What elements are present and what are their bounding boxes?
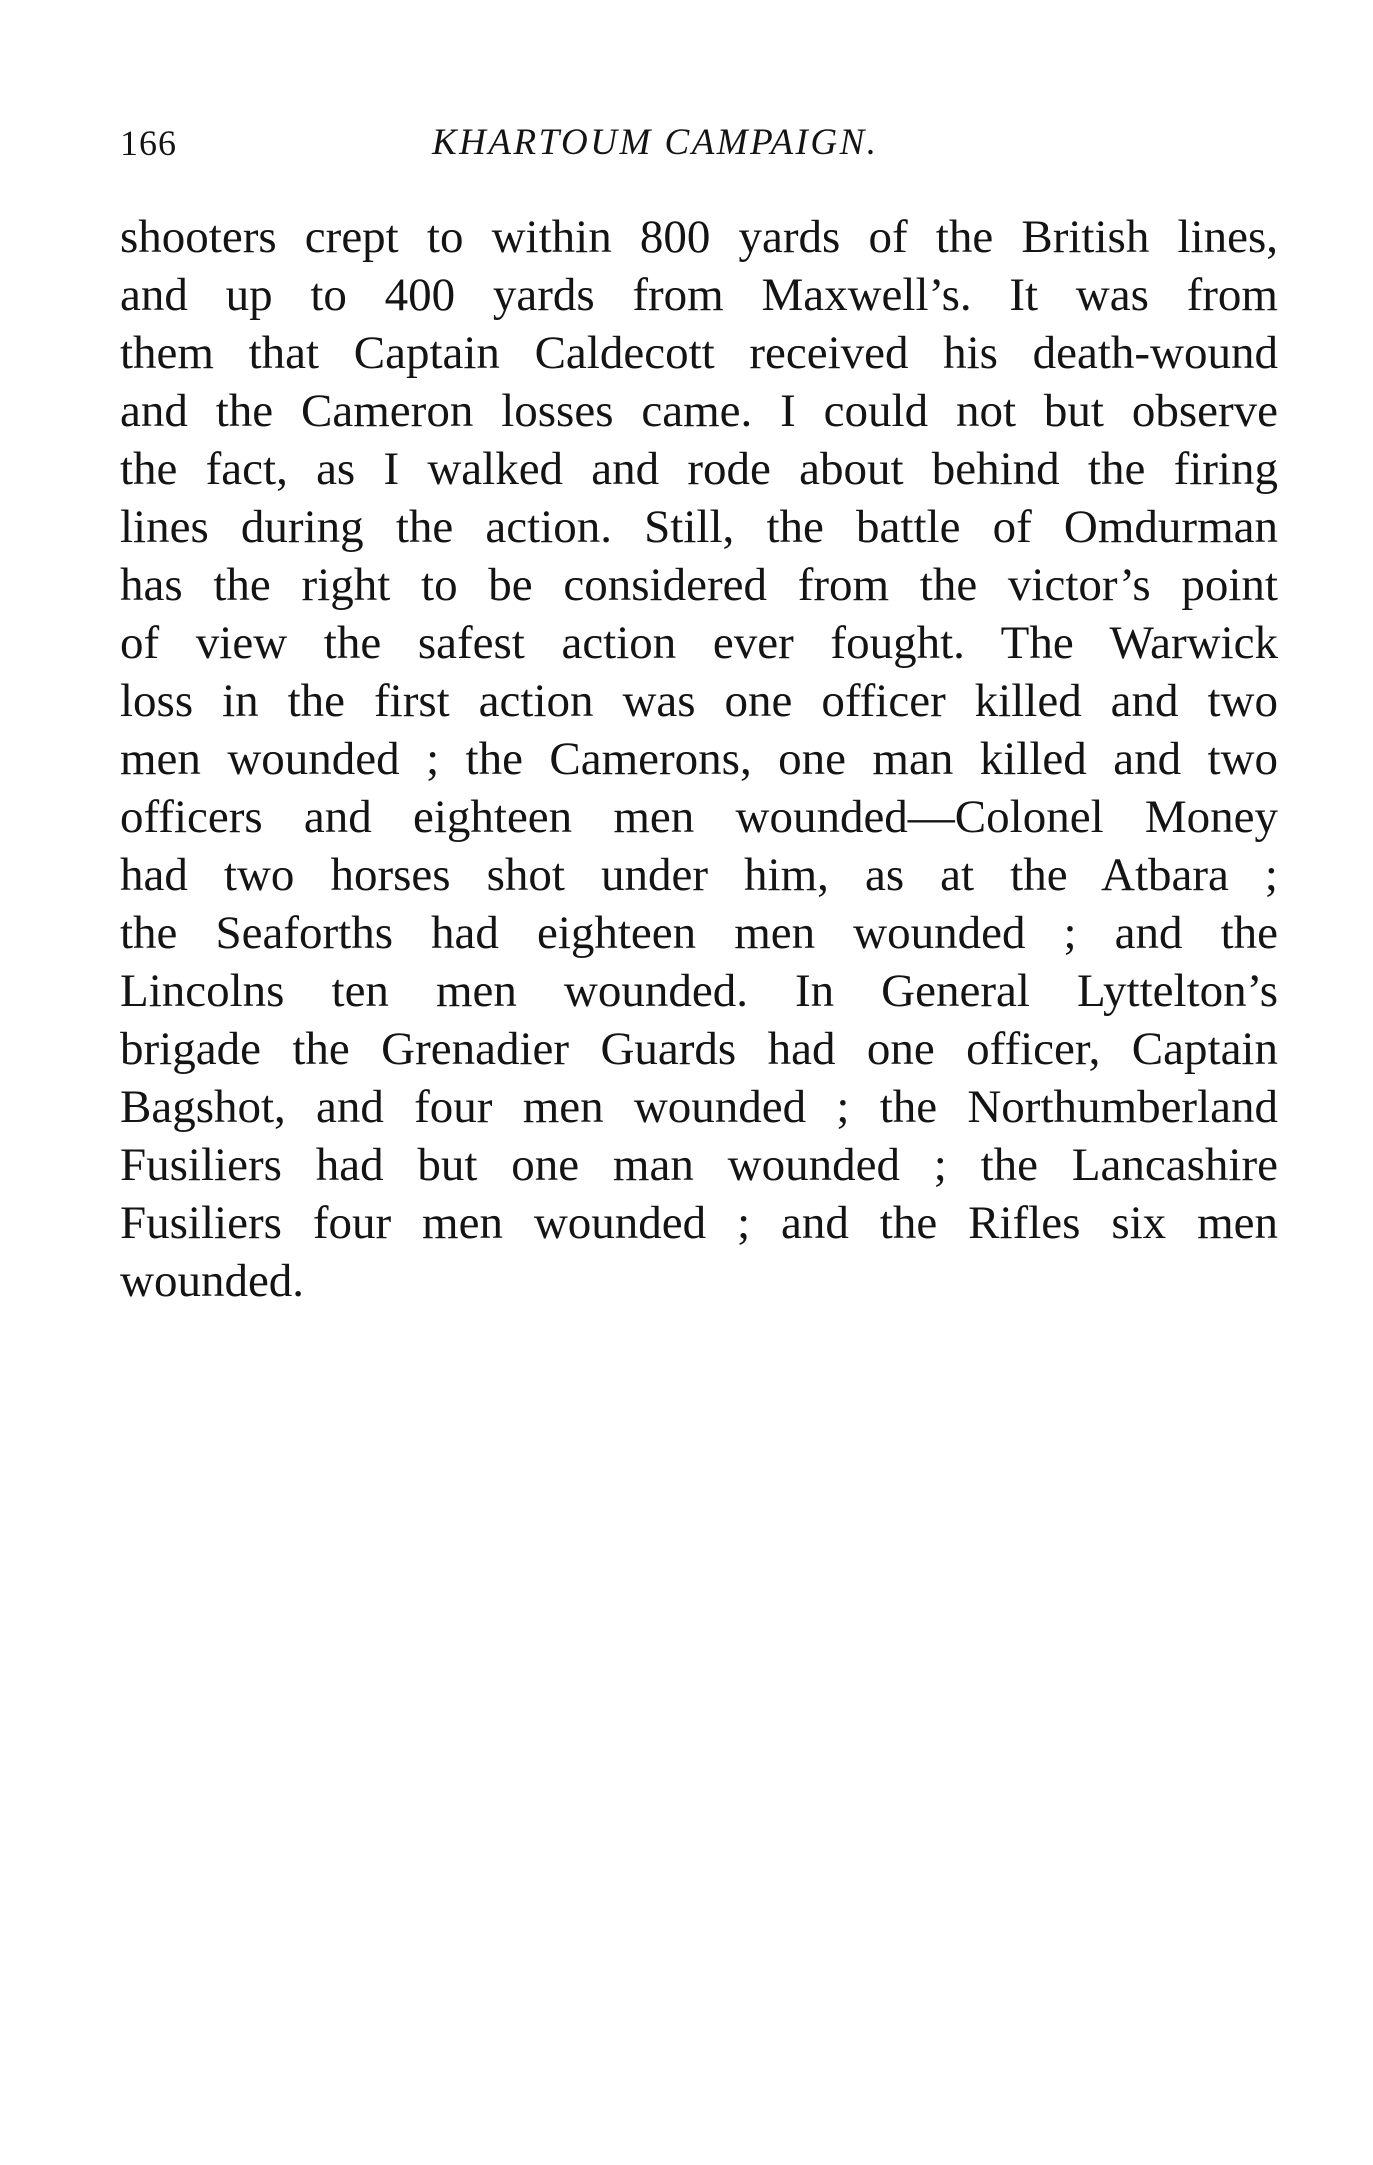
text-line: officers and eighteen men wounded—Colonel Money bbox=[120, 791, 1278, 843]
text-line: Bagshot, and four men wounded ; the Northumberland bbox=[120, 1081, 1278, 1133]
text-line: Fusiliers had but one man wounded ; the Lancashire bbox=[120, 1139, 1278, 1191]
text-line: loss in the first action was one officer killed and two bbox=[120, 675, 1278, 727]
text-line: Fusiliers four men wounded ; and the Rifles six men bbox=[120, 1197, 1278, 1249]
body-paragraph bbox=[120, 208, 1278, 1310]
text-line: and up to 400 yards from Maxwell’s. It was from bbox=[120, 269, 1278, 321]
text-line: lines during the action. Still, the battle of Omdurman bbox=[120, 501, 1278, 553]
text-line: of view the safest action ever fought. The Warwick bbox=[120, 617, 1278, 669]
text-line: men wounded ; the Camerons, one man killed and two bbox=[120, 733, 1278, 785]
text-line: wounded. bbox=[120, 1255, 305, 1307]
text-line: the fact, as I walked and rode about behind the firing bbox=[120, 443, 1278, 495]
text-line: Lincolns ten men wounded. In General Lyttelton’s bbox=[120, 965, 1278, 1017]
text-line: has the right to be considered from the victor’s point bbox=[120, 559, 1278, 611]
text-line: them that Captain Caldecott received his death-wound bbox=[120, 327, 1278, 379]
text-line: brigade the Grenadier Guards had one officer, Captain bbox=[120, 1023, 1278, 1075]
text-line: shooters crept to within 800 yards of the British lines, bbox=[120, 211, 1278, 263]
text-line: the Seaforths had eighteen men wounded ; and the bbox=[120, 907, 1278, 959]
text-line: had two horses shot under him, as at the Atbara ; bbox=[120, 849, 1278, 901]
running-head bbox=[120, 118, 1270, 168]
text-line: and the Cameron losses came. I could not but observe bbox=[120, 385, 1278, 437]
running-title: KHARTOUM CAMPAIGN. bbox=[432, 122, 879, 163]
page-number: 166 bbox=[120, 123, 177, 163]
